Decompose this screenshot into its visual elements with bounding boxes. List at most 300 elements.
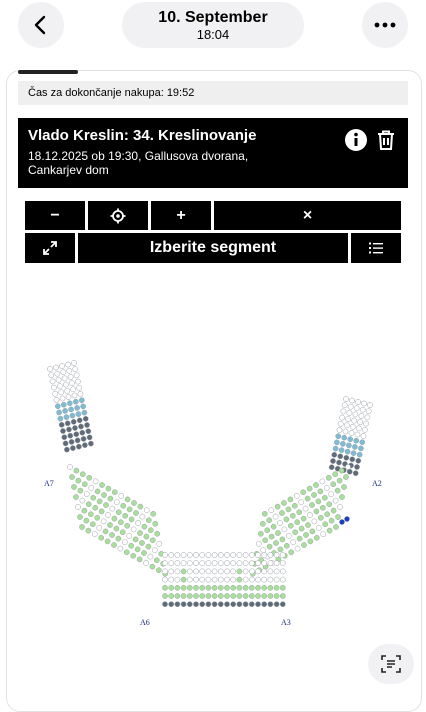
seat[interactable]	[107, 522, 112, 527]
seat[interactable]	[124, 550, 129, 555]
seat[interactable]	[280, 561, 285, 566]
seat[interactable]	[78, 424, 83, 429]
seat[interactable]	[206, 561, 211, 566]
seat[interactable]	[77, 514, 82, 519]
seat[interactable]	[88, 512, 93, 517]
seat[interactable]	[353, 412, 358, 417]
seat[interactable]	[297, 536, 302, 541]
seat[interactable]	[67, 401, 72, 406]
seat[interactable]	[255, 585, 260, 590]
seat[interactable]	[101, 492, 106, 497]
seat[interactable]	[86, 429, 91, 434]
seat[interactable]	[327, 528, 332, 533]
seat[interactable]	[288, 523, 293, 528]
seat[interactable]	[83, 416, 88, 421]
seat[interactable]	[154, 558, 159, 563]
seat[interactable]	[193, 585, 198, 590]
seat[interactable]	[277, 520, 282, 525]
seat[interactable]	[348, 437, 353, 442]
seat[interactable]	[243, 569, 248, 574]
seat[interactable]	[82, 482, 87, 487]
seat[interactable]	[59, 422, 64, 427]
seat[interactable]	[301, 490, 306, 495]
seat[interactable]	[367, 402, 372, 407]
seat[interactable]	[249, 593, 254, 598]
seat[interactable]	[249, 577, 254, 582]
seat[interactable]	[316, 499, 321, 504]
seat[interactable]	[345, 464, 350, 469]
seat[interactable]	[243, 593, 248, 598]
seat[interactable]	[212, 552, 217, 557]
seat[interactable]	[97, 525, 102, 530]
seat[interactable]	[273, 514, 278, 519]
seat[interactable]	[231, 602, 236, 607]
seat[interactable]	[307, 486, 312, 491]
seat[interactable]	[82, 443, 87, 448]
seat[interactable]	[74, 468, 79, 473]
trash-icon[interactable]	[374, 128, 398, 152]
seat[interactable]	[144, 508, 149, 513]
seat[interactable]	[311, 492, 316, 497]
seat[interactable]	[116, 510, 121, 515]
seat[interactable]	[342, 435, 347, 440]
seat[interactable]	[249, 569, 254, 574]
seat[interactable]	[329, 465, 334, 470]
seat[interactable]	[237, 585, 242, 590]
seat[interactable]	[121, 503, 126, 508]
seat[interactable]	[324, 485, 329, 490]
seat[interactable]	[301, 516, 306, 521]
seat[interactable]	[64, 415, 69, 420]
seat[interactable]	[169, 585, 174, 590]
seat[interactable]	[88, 441, 93, 446]
seat[interactable]	[99, 535, 104, 540]
seat[interactable]	[151, 511, 156, 516]
seat[interactable]	[237, 552, 242, 557]
seat[interactable]	[187, 585, 192, 590]
seat[interactable]	[295, 546, 300, 551]
seat[interactable]	[354, 438, 359, 443]
seat[interactable]	[329, 492, 334, 497]
seat[interactable]	[175, 602, 180, 607]
seat[interactable]	[127, 507, 132, 512]
seat[interactable]	[260, 521, 265, 526]
seat[interactable]	[103, 529, 108, 534]
seat[interactable]	[70, 446, 75, 451]
seat[interactable]	[65, 362, 70, 367]
seat[interactable]	[200, 585, 205, 590]
seat[interactable]	[284, 517, 289, 522]
seat[interactable]	[206, 577, 211, 582]
seat[interactable]	[243, 561, 248, 566]
seat[interactable]	[139, 540, 144, 545]
seat[interactable]	[156, 568, 161, 573]
seat[interactable]	[47, 366, 52, 371]
seat[interactable]	[53, 391, 58, 396]
seat[interactable]	[129, 517, 134, 522]
seat[interactable]	[66, 427, 71, 432]
seat[interactable]	[53, 365, 58, 370]
seat[interactable]	[114, 500, 119, 505]
seat[interactable]	[169, 602, 174, 607]
seat[interactable]	[75, 438, 80, 443]
seat[interactable]	[321, 532, 326, 537]
seat[interactable]	[79, 524, 84, 529]
seat[interactable]	[135, 520, 140, 525]
seat[interactable]	[60, 428, 65, 433]
seat[interactable]	[354, 406, 359, 411]
seat[interactable]	[281, 500, 286, 505]
seat[interactable]	[135, 547, 140, 552]
seat[interactable]	[366, 409, 371, 414]
seat[interactable]	[206, 602, 211, 607]
seat[interactable]	[218, 552, 223, 557]
seat[interactable]	[84, 492, 89, 497]
seat[interactable]	[148, 554, 153, 559]
seat[interactable]	[118, 546, 123, 551]
seat[interactable]	[67, 368, 72, 373]
seat[interactable]	[320, 505, 325, 510]
seat[interactable]	[336, 434, 341, 439]
seat[interactable]	[212, 577, 217, 582]
seat[interactable]	[131, 527, 136, 532]
seat[interactable]	[175, 577, 180, 582]
seat[interactable]	[60, 396, 65, 401]
seat[interactable]	[329, 518, 334, 523]
seat[interactable]	[256, 541, 261, 546]
seat[interactable]	[54, 397, 59, 402]
seat[interactable]	[105, 512, 110, 517]
seat[interactable]	[273, 540, 278, 545]
seat[interactable]	[249, 552, 254, 557]
seat[interactable]	[138, 504, 143, 509]
seat[interactable]	[275, 530, 280, 535]
info-icon[interactable]	[344, 128, 368, 152]
seat[interactable]	[339, 519, 344, 524]
seat[interactable]	[341, 484, 346, 489]
seat[interactable]	[274, 561, 279, 566]
seat[interactable]	[295, 520, 300, 525]
fullscreen-button[interactable]	[25, 233, 75, 263]
seat[interactable]	[255, 602, 260, 607]
seat[interactable]	[255, 577, 260, 582]
seat[interactable]	[99, 509, 104, 514]
seat[interactable]	[224, 561, 229, 566]
seat[interactable]	[206, 552, 211, 557]
seat[interactable]	[237, 569, 242, 574]
seat[interactable]	[63, 441, 68, 446]
seat[interactable]	[301, 542, 306, 547]
seat[interactable]	[318, 515, 323, 520]
seat[interactable]	[337, 478, 342, 483]
seat[interactable]	[280, 537, 285, 542]
seat[interactable]	[312, 519, 317, 524]
seat[interactable]	[133, 537, 138, 542]
seat[interactable]	[243, 552, 248, 557]
seat[interactable]	[268, 577, 273, 582]
seat[interactable]	[343, 429, 348, 434]
seat[interactable]	[282, 527, 287, 532]
seat[interactable]	[175, 561, 180, 566]
seat[interactable]	[345, 449, 350, 454]
seat[interactable]	[61, 402, 66, 407]
locate-button[interactable]	[88, 201, 148, 230]
seat[interactable]	[181, 552, 186, 557]
seat[interactable]	[212, 569, 217, 574]
seat[interactable]	[355, 399, 360, 404]
seat[interactable]	[347, 469, 352, 474]
seat[interactable]	[262, 511, 267, 516]
seat[interactable]	[231, 593, 236, 598]
seat[interactable]	[284, 543, 289, 548]
seat[interactable]	[279, 510, 284, 515]
seat[interactable]	[120, 530, 125, 535]
seat[interactable]	[358, 446, 363, 451]
seat[interactable]	[206, 585, 211, 590]
seat[interactable]	[68, 433, 73, 438]
seat[interactable]	[262, 569, 267, 574]
seat[interactable]	[342, 403, 347, 408]
seat[interactable]	[206, 569, 211, 574]
seat[interactable]	[162, 577, 167, 582]
seat[interactable]	[162, 585, 167, 590]
seat[interactable]	[299, 500, 304, 505]
seat[interactable]	[356, 426, 361, 431]
seat[interactable]	[103, 502, 108, 507]
seat[interactable]	[237, 577, 242, 582]
seat[interactable]	[320, 479, 325, 484]
seat[interactable]	[73, 399, 78, 404]
seat[interactable]	[69, 407, 74, 412]
seat[interactable]	[331, 482, 336, 487]
seat[interactable]	[339, 494, 344, 499]
seat[interactable]	[360, 440, 365, 445]
seat[interactable]	[243, 585, 248, 590]
seat[interactable]	[218, 585, 223, 590]
seat[interactable]	[335, 488, 340, 493]
seat[interactable]	[275, 504, 280, 509]
seat[interactable]	[143, 560, 148, 565]
seat[interactable]	[187, 552, 192, 557]
seat[interactable]	[69, 381, 74, 386]
seat[interactable]	[231, 561, 236, 566]
seat[interactable]	[162, 602, 167, 607]
seat[interactable]	[237, 602, 242, 607]
seat[interactable]	[351, 451, 356, 456]
seat[interactable]	[297, 510, 302, 515]
seat[interactable]	[340, 415, 345, 420]
seat[interactable]	[65, 421, 70, 426]
seat[interactable]	[323, 522, 328, 527]
seat[interactable]	[69, 439, 74, 444]
seat[interactable]	[90, 522, 95, 527]
seat[interactable]	[187, 561, 192, 566]
seat[interactable]	[78, 391, 83, 396]
seat[interactable]	[288, 497, 293, 502]
seat[interactable]	[291, 540, 296, 545]
seat[interactable]	[249, 585, 254, 590]
seat[interactable]	[337, 427, 342, 432]
seat[interactable]	[146, 544, 151, 549]
seat[interactable]	[224, 577, 229, 582]
seat[interactable]	[63, 408, 68, 413]
seat[interactable]	[346, 417, 351, 422]
seat[interactable]	[116, 536, 121, 541]
seat[interactable]	[200, 552, 205, 557]
seat[interactable]	[274, 602, 279, 607]
seat[interactable]	[268, 593, 273, 598]
seat[interactable]	[327, 502, 332, 507]
seat[interactable]	[348, 404, 353, 409]
seat[interactable]	[325, 512, 330, 517]
seat[interactable]	[108, 496, 113, 501]
seat[interactable]	[63, 382, 68, 387]
seat[interactable]	[59, 390, 64, 395]
seat[interactable]	[181, 577, 186, 582]
seat[interactable]	[118, 520, 123, 525]
seat[interactable]	[162, 569, 167, 574]
seat[interactable]	[303, 506, 308, 511]
seat[interactable]	[262, 561, 267, 566]
seat[interactable]	[157, 541, 162, 546]
seat[interactable]	[224, 552, 229, 557]
seat[interactable]	[142, 524, 147, 529]
seat[interactable]	[111, 542, 116, 547]
seat[interactable]	[249, 602, 254, 607]
seat[interactable]	[71, 360, 76, 365]
seat[interactable]	[274, 577, 279, 582]
seat[interactable]	[181, 593, 186, 598]
seat[interactable]	[74, 373, 79, 378]
seat[interactable]	[200, 561, 205, 566]
seat[interactable]	[309, 502, 314, 507]
seat[interactable]	[97, 499, 102, 504]
seat[interactable]	[65, 388, 70, 393]
seat[interactable]	[150, 564, 155, 569]
seat[interactable]	[86, 502, 91, 507]
seat[interactable]	[262, 602, 267, 607]
seat[interactable]	[137, 530, 142, 535]
seat[interactable]	[169, 552, 174, 557]
seat[interactable]	[212, 585, 217, 590]
seat[interactable]	[262, 585, 267, 590]
seat[interactable]	[200, 577, 205, 582]
seat[interactable]	[55, 371, 60, 376]
seat[interactable]	[82, 410, 87, 415]
seat[interactable]	[77, 418, 82, 423]
seat[interactable]	[316, 525, 321, 530]
seat[interactable]	[68, 374, 73, 379]
seat[interactable]	[352, 418, 357, 423]
seat[interactable]	[289, 550, 294, 555]
seat[interactable]	[286, 507, 291, 512]
seat[interactable]	[268, 561, 273, 566]
seat[interactable]	[322, 495, 327, 500]
seat[interactable]	[129, 543, 134, 548]
seat[interactable]	[334, 440, 339, 445]
seat[interactable]	[81, 404, 86, 409]
seat[interactable]	[89, 485, 94, 490]
seat[interactable]	[358, 420, 363, 425]
seat[interactable]	[206, 593, 211, 598]
seat[interactable]	[200, 593, 205, 598]
seat[interactable]	[218, 602, 223, 607]
seat[interactable]	[231, 552, 236, 557]
seat[interactable]	[61, 370, 66, 375]
seat[interactable]	[280, 585, 285, 590]
seat[interactable]	[347, 410, 352, 415]
seat[interactable]	[343, 474, 348, 479]
seat[interactable]	[175, 585, 180, 590]
seat[interactable]	[93, 505, 98, 510]
seat[interactable]	[249, 561, 254, 566]
seat[interactable]	[187, 569, 192, 574]
seat[interactable]	[218, 561, 223, 566]
seat[interactable]	[305, 522, 310, 527]
seat[interactable]	[344, 455, 349, 460]
seat[interactable]	[76, 412, 81, 417]
seat[interactable]	[224, 585, 229, 590]
seat[interactable]	[105, 539, 110, 544]
seat[interactable]	[175, 569, 180, 574]
seat[interactable]	[175, 593, 180, 598]
seat[interactable]	[74, 432, 79, 437]
seat[interactable]	[59, 363, 64, 368]
seat[interactable]	[265, 528, 270, 533]
seat[interactable]	[280, 593, 285, 598]
seat[interactable]	[268, 569, 273, 574]
seat[interactable]	[218, 593, 223, 598]
seat[interactable]	[187, 577, 192, 582]
seat[interactable]	[169, 577, 174, 582]
seat[interactable]	[187, 593, 192, 598]
segment-select-button[interactable]	[78, 233, 348, 263]
seat[interactable]	[123, 513, 128, 518]
seat[interactable]	[212, 602, 217, 607]
seat[interactable]	[268, 585, 273, 590]
seat[interactable]	[333, 446, 338, 451]
seat[interactable]	[73, 494, 78, 499]
seat[interactable]	[262, 552, 267, 557]
seat[interactable]	[78, 488, 83, 493]
seat[interactable]	[290, 513, 295, 518]
seat[interactable]	[231, 585, 236, 590]
seat[interactable]	[80, 430, 85, 435]
seat[interactable]	[62, 435, 67, 440]
seat[interactable]	[95, 515, 100, 520]
seat[interactable]	[307, 512, 312, 517]
seat[interactable]	[349, 430, 354, 435]
seat[interactable]	[333, 472, 338, 477]
seat[interactable]	[80, 498, 85, 503]
seat[interactable]	[335, 514, 340, 519]
seat[interactable]	[82, 508, 87, 513]
seat[interactable]	[91, 495, 96, 500]
seat[interactable]	[106, 486, 111, 491]
seat[interactable]	[150, 538, 155, 543]
seat[interactable]	[125, 497, 130, 502]
seat[interactable]	[278, 547, 283, 552]
seat[interactable]	[137, 557, 142, 562]
seat[interactable]	[110, 506, 115, 511]
seat[interactable]	[331, 508, 336, 513]
seat[interactable]	[338, 454, 343, 459]
seat[interactable]	[73, 367, 78, 372]
seat[interactable]	[313, 482, 318, 487]
seat[interactable]	[267, 544, 272, 549]
seat[interactable]	[76, 478, 81, 483]
seat[interactable]	[261, 548, 266, 553]
